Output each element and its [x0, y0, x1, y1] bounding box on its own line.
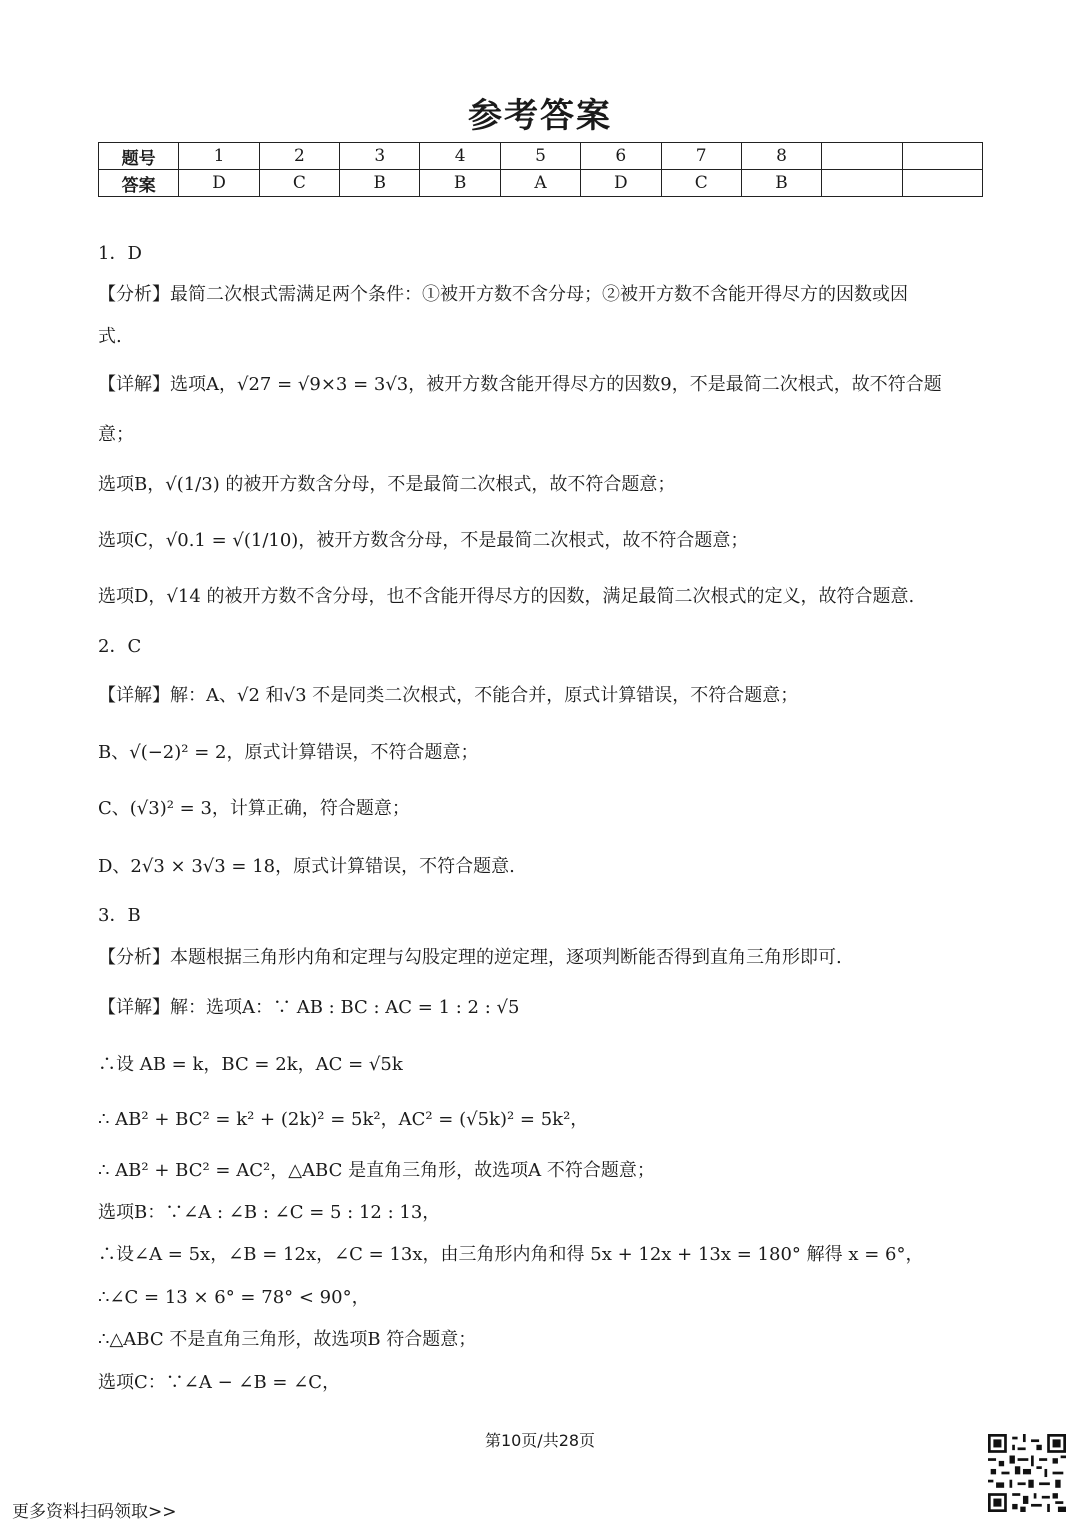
text-line: 选项C，√0.1 = √(1/10)，被开方数含分母，不是最简二次根式，故不符合题意；: [98, 530, 749, 551]
table-cell: D: [179, 170, 259, 197]
table-cell: 2: [259, 143, 339, 170]
text-line: 【详解】解：A、√2 和√3 不是同类二次根式，不能合并，原式计算错误，不符合题意；: [98, 685, 799, 706]
text-line: 【分析】最简二次根式需满足两个条件：①被开方数不含分母；②被开方数不含能开得尽方的因数或因: [98, 284, 908, 305]
table-cell: B: [340, 170, 420, 197]
table-cell: B: [741, 170, 821, 197]
text-line: 式.: [98, 326, 122, 347]
row-label-answer: 答案: [99, 170, 179, 197]
text-line: ∴ AB² + BC² = k² + (2k)² = 5k²，AC² = (√5k)² = 5k²，: [98, 1109, 589, 1130]
table-cell: D: [581, 170, 661, 197]
table-cell: [822, 143, 902, 170]
table-cell: 8: [741, 143, 821, 170]
table-cell: C: [259, 170, 339, 197]
table-cell: 5: [500, 143, 580, 170]
text-line: 选项D，√14 的被开方数不含分母，也不含能开得尽方的因数，满足最简二次根式的定义，故符合题意.: [98, 586, 915, 607]
table-row-answers: [99, 170, 983, 197]
text-line: 【详解】解：选项A：∵ AB : BC : AC = 1 : 2 : √5: [98, 997, 520, 1018]
text-line: ∴设∠A = 5x，∠B = 12x，∠C = 13x，由三角形内角和得 5x + 12x + 13x = 180° 解得 x = 6°，: [98, 1244, 924, 1265]
text-line: C、(√3)² = 3，计算正确，符合题意；: [98, 798, 410, 819]
table-cell: [902, 143, 982, 170]
text-line: ∴ AB² + BC² = AC²，△ABC 是直角三角形，故选项A 不符合题意；: [98, 1160, 655, 1181]
page-number: 第10页/共28页: [484, 1431, 596, 1450]
text-line: ∴△ABC 不是直角三角形，故选项B 符合题意；: [98, 1329, 477, 1350]
text-line: 1．D: [98, 243, 142, 264]
text-line: 2．C: [98, 636, 142, 657]
text-line: 3．B: [98, 905, 141, 926]
table-cell: 3: [340, 143, 420, 170]
text-line: ∴设 AB = k，BC = 2k，AC = √5k: [98, 1054, 403, 1075]
text-line: B、√(−2)² = 2，原式计算错误，不符合题意；: [98, 742, 479, 763]
page-title: 参考答案: [468, 96, 612, 136]
table-cell: 4: [420, 143, 500, 170]
table-cell: B: [420, 170, 500, 197]
table-cell: [902, 170, 982, 197]
answer-table: [98, 142, 983, 197]
text-line: 【详解】选项A，√27 = √9×3 = 3√3，被开方数含能开得尽方的因数9，不是最简二次根式，故不符合题: [98, 374, 942, 395]
table-cell: 7: [661, 143, 741, 170]
text-line: 【分析】本题根据三角形内角和定理与勾股定理的逆定理，逐项判断能否得到直角三角形即可.: [98, 947, 842, 968]
table-cell: A: [500, 170, 580, 197]
text-line: ∴∠C = 13 × 6° = 78° < 90°，: [98, 1287, 370, 1308]
table-cell: 6: [581, 143, 661, 170]
table-cell: 1: [179, 143, 259, 170]
row-label-number: 题号: [99, 143, 179, 170]
text-line: D、2√3 × 3√3 = 18，原式计算错误，不符合题意.: [98, 856, 515, 877]
more-resources-text: 更多资料扫码领取>>: [12, 1502, 177, 1522]
table-cell: [822, 170, 902, 197]
text-line: 意；: [98, 424, 134, 445]
table-row-numbers: [99, 143, 983, 170]
text-line: 选项B：∵∠A : ∠B : ∠C = 5 : 12 : 13，: [98, 1202, 441, 1223]
text-line: 选项B，√(1/3) 的被开方数含分母，不是最简二次根式，故不符合题意；: [98, 474, 676, 495]
qr-code-icon: [988, 1434, 1066, 1512]
text-line: 选项C：∵∠A − ∠B = ∠C，: [98, 1372, 341, 1393]
table-cell: C: [661, 170, 741, 197]
